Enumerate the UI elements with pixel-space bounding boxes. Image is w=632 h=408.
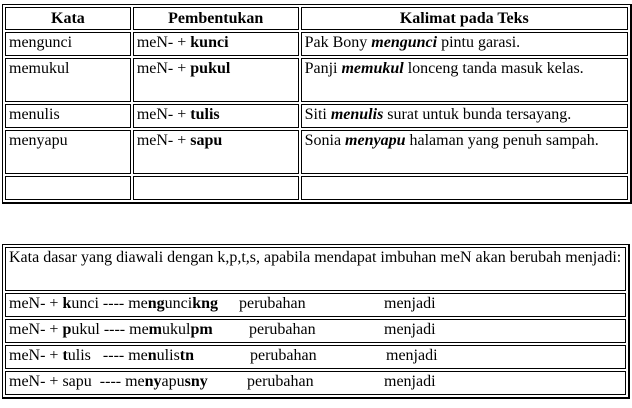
cell-pembentukan <box>133 104 299 128</box>
rule-prefix: meN- + <box>9 347 63 364</box>
cell-kata: menulis <box>5 104 131 128</box>
formation-table <box>2 4 632 204</box>
rule-me: me <box>129 321 149 338</box>
table-row <box>5 130 628 174</box>
rule-cell <box>5 319 626 343</box>
rule-me: me <box>128 295 148 312</box>
rule-nasal: n <box>147 347 157 364</box>
sentence-after: halaman yang penuh sampah. <box>405 132 599 149</box>
rule-change-word: perubahan <box>250 347 317 364</box>
cell-pembentukan <box>133 32 299 56</box>
rule-nasal: ng <box>147 295 165 312</box>
rule-prefix: meN- + <box>9 373 63 390</box>
rule-tail: unci <box>164 295 193 312</box>
root-word: tulis <box>190 106 220 123</box>
rule-arrow: ---- <box>90 347 129 364</box>
rule-arrow: ---- <box>91 373 126 390</box>
rule-to-letter: m <box>199 321 213 338</box>
cell-kalimat <box>301 130 628 174</box>
rule-me: me <box>128 347 148 364</box>
rule-cell <box>5 371 626 395</box>
rule-prefix: meN- + <box>9 295 63 312</box>
root-word: sapu <box>190 132 223 149</box>
rule-change-word: perubahan <box>249 321 316 338</box>
rule-arrow: ---- <box>99 321 130 338</box>
cell-pembentukan <box>133 130 299 174</box>
rule-to-letter: n <box>185 347 195 364</box>
prefix-text: meN- + <box>136 60 191 77</box>
cell-kata: menyapu <box>5 130 131 174</box>
rule-table <box>2 244 630 399</box>
rule-root-rest: unci <box>71 295 99 312</box>
rule-to-letter: ny <box>190 373 208 390</box>
rule-nasal: ny <box>144 373 162 390</box>
prefix-text: meN- + <box>136 106 191 123</box>
cell-kata: mengunci <box>5 32 131 56</box>
table-header-row <box>5 7 628 30</box>
rule-to-letter: ng <box>201 295 219 312</box>
rule-from-letter: t <box>179 347 186 364</box>
rule-arrow: ---- <box>98 295 129 312</box>
prefix-text: meN- + <box>136 34 191 51</box>
cell-kalimat <box>301 58 628 102</box>
sentence-before: Siti <box>304 106 331 123</box>
root-word: kunci <box>190 34 229 51</box>
rule-change-word: perubahan <box>239 295 306 312</box>
table-row <box>5 104 628 128</box>
rule-to-word: menjadi <box>384 295 436 312</box>
rule-from-letter: p <box>190 321 200 338</box>
rule-change-word: perubahan <box>247 373 314 390</box>
sentence-after: pintu garasi. <box>437 34 521 51</box>
rule-tail: apu <box>161 373 185 390</box>
rule-to-word: menjadi <box>384 321 436 338</box>
rule-tail: ukul <box>162 321 191 338</box>
table-row <box>5 58 628 102</box>
intro-row <box>5 247 626 291</box>
cell-empty <box>5 176 131 200</box>
sentence-after: lonceng tanda masuk kelas. <box>403 60 584 77</box>
root-word: pukul <box>190 60 231 77</box>
rule-from-letter: s <box>184 373 191 390</box>
rule-to-word: menjadi <box>386 347 438 364</box>
rule-from-letter: k <box>192 295 202 312</box>
cell-empty <box>301 176 628 200</box>
rule-me: me <box>125 373 145 390</box>
cell-pembentukan <box>133 58 299 102</box>
sentence-after: surat untuk bunda tersayang. <box>383 106 572 123</box>
rule-row <box>5 371 626 395</box>
rule-root-rest: sapu <box>62 373 92 390</box>
prefix-text: meN- + <box>136 132 191 149</box>
cell-kalimat <box>301 104 628 128</box>
rule-initial: p <box>62 321 72 338</box>
header-pembentukan: Pembentukan <box>133 7 299 30</box>
sentence-before: Pak Bony <box>304 34 372 51</box>
rule-row <box>5 293 626 317</box>
cell-kalimat <box>301 32 628 56</box>
rule-nasal: m <box>148 321 162 338</box>
table-row-empty <box>5 176 628 200</box>
rule-row <box>5 345 626 369</box>
rule-root-rest: ukul <box>71 321 100 338</box>
table-row <box>5 32 628 56</box>
cell-empty <box>133 176 299 200</box>
rule-row <box>5 319 626 343</box>
rule-prefix: meN- + <box>9 321 63 338</box>
sentence-verb: mengunci <box>371 34 438 51</box>
rule-root-rest: ulis <box>67 347 91 364</box>
rule-tail: ulis <box>156 347 180 364</box>
sentence-verb: menulis <box>330 106 384 123</box>
header-kata: Kata <box>5 7 131 30</box>
header-kalimat: Kalimat pada Teks <box>301 7 628 30</box>
rule-initial: t <box>62 347 68 364</box>
sentence-verb: memukul <box>341 60 404 77</box>
rule-cell <box>5 293 626 317</box>
sentence-verb: menyapu <box>345 132 406 149</box>
sentence-before: Panji <box>304 60 342 77</box>
rule-initial: k <box>62 295 72 312</box>
sentence-before: Sonia <box>304 132 346 149</box>
rule-cell <box>5 345 626 369</box>
rule-to-word: menjadi <box>384 373 436 390</box>
intro-text: Kata dasar yang diawali dengan k,p,t,s, apabila mendapat imbuhan meN akan berubah menjadi: <box>5 247 626 291</box>
cell-kata: memukul <box>5 58 131 102</box>
